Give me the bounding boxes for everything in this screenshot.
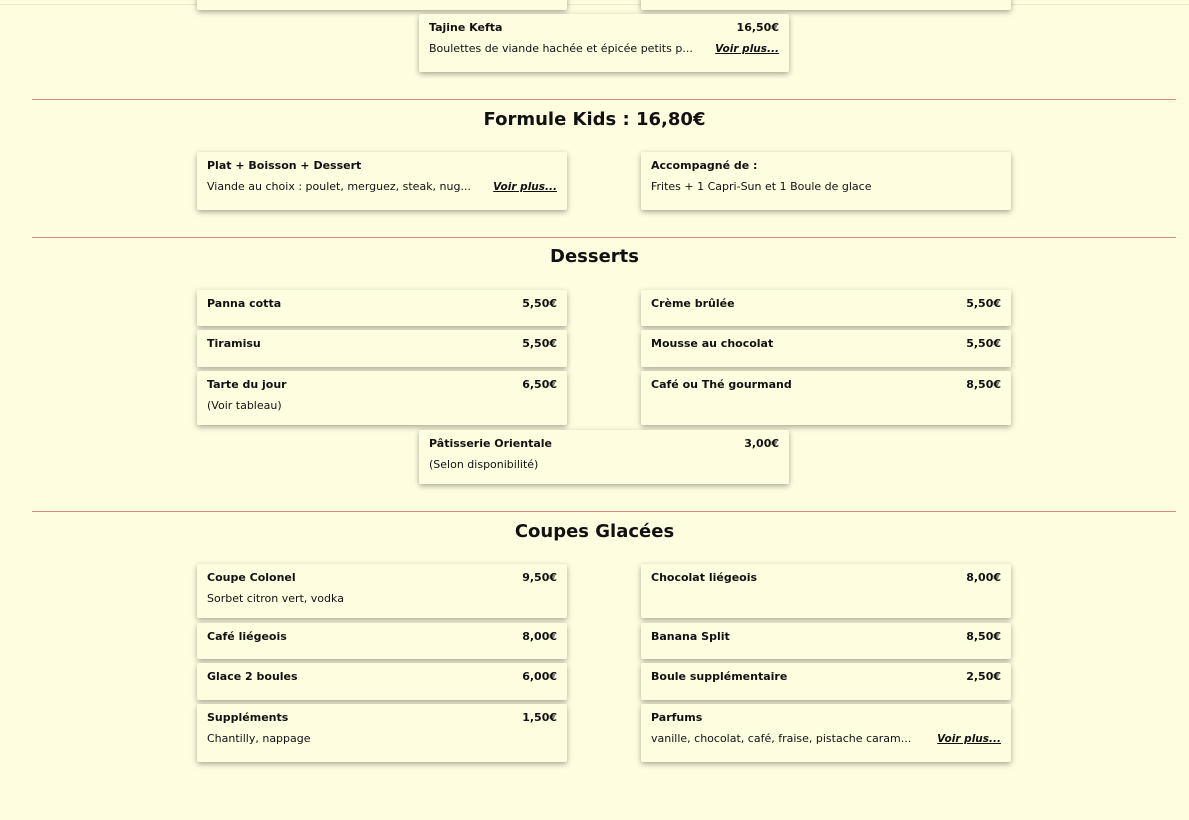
- item-description: vanille, chocolat, café, fraise, pistache caram...: [651, 732, 912, 745]
- see-more-link[interactable]: Voir plus...: [715, 43, 779, 55]
- section-divider: [32, 99, 1176, 100]
- menu-card: [419, 430, 789, 484]
- menu-card: [197, 623, 567, 659]
- item-price: 1,50€: [522, 711, 557, 724]
- menu-card: [641, 704, 1011, 762]
- section-divider: [32, 511, 1176, 512]
- item-name: Plat + Boisson + Dessert: [207, 159, 362, 172]
- item-name: Mousse au chocolat: [651, 337, 774, 350]
- item-description: Sorbet citron vert, vodka: [207, 592, 344, 605]
- menu-card: [641, 152, 1011, 210]
- item-price: 5,50€: [522, 337, 557, 350]
- menu-card: [197, 704, 567, 762]
- item-price: 3,00€: [744, 437, 779, 450]
- item-name: Crème brûlée: [651, 297, 735, 310]
- section-title-desserts: Desserts: [550, 246, 639, 267]
- item-name: Pâtisserie Orientale: [429, 437, 553, 450]
- menu-card: [641, 564, 1011, 618]
- item-description: Boulettes de viande hachée et épicée petits p...: [429, 42, 693, 55]
- item-price: 9,50€: [522, 571, 557, 584]
- item-description: Frites + 1 Capri-Sun et 1 Boule de glace: [651, 180, 872, 193]
- item-description: (Voir tableau): [207, 399, 282, 412]
- item-name: Tajine Kefta: [429, 21, 503, 34]
- item-price: 8,50€: [966, 378, 1001, 391]
- item-price: 6,00€: [522, 670, 557, 683]
- item-price: 5,50€: [522, 297, 557, 310]
- menu-card-partial: [197, 0, 567, 10]
- menu-card: [197, 330, 567, 367]
- item-name: Tarte du jour: [207, 378, 287, 391]
- menu-card: [197, 663, 567, 700]
- menu-card: [197, 290, 567, 326]
- item-name: Café liégeois: [207, 630, 287, 643]
- section-title-coupes: Coupes Glacées: [514, 521, 675, 542]
- section-title-kids: Formule Kids : 16,80€: [483, 109, 706, 130]
- item-name: Café ou Thé gourmand: [651, 378, 792, 391]
- menu-card: [419, 14, 789, 72]
- item-price: 5,50€: [966, 297, 1001, 310]
- item-price: 8,00€: [522, 630, 557, 643]
- item-price: 5,50€: [966, 337, 1001, 350]
- menu-card: [197, 564, 567, 618]
- item-name: Parfums: [651, 711, 703, 724]
- menu-card: [641, 330, 1011, 367]
- item-price: 8,50€: [966, 630, 1001, 643]
- item-name: Banana Split: [651, 630, 730, 643]
- item-description: (Selon disponibilité): [429, 458, 539, 471]
- menu-card: [641, 623, 1011, 659]
- item-name: Suppléments: [207, 711, 289, 724]
- menu-card: [641, 371, 1011, 425]
- item-name: Chocolat liégeois: [651, 571, 758, 584]
- see-more-link[interactable]: Voir plus...: [937, 733, 1001, 745]
- item-price: 2,50€: [966, 670, 1001, 683]
- item-price: 6,50€: [522, 378, 557, 391]
- item-name: Accompagné de :: [651, 159, 758, 172]
- item-price: 8,00€: [966, 571, 1001, 584]
- item-name: Glace 2 boules: [207, 670, 298, 683]
- menu-card: [197, 152, 567, 210]
- menu-card: [641, 290, 1011, 326]
- item-name: Panna cotta: [207, 297, 282, 310]
- menu-card-partial: [641, 0, 1011, 10]
- menu-card: [197, 371, 567, 425]
- item-price: 16,50€: [736, 21, 779, 34]
- item-description: Viande au choix : poulet, merguez, steak, nug...: [207, 180, 471, 193]
- item-name: Boule supplémentaire: [651, 670, 788, 683]
- item-description: Chantilly, nappage: [207, 732, 311, 745]
- menu-card: [641, 663, 1011, 700]
- item-name: Coupe Colonel: [207, 571, 296, 584]
- see-more-link[interactable]: Voir plus...: [493, 181, 557, 193]
- section-divider: [32, 237, 1176, 238]
- item-name: Tiramisu: [207, 337, 261, 350]
